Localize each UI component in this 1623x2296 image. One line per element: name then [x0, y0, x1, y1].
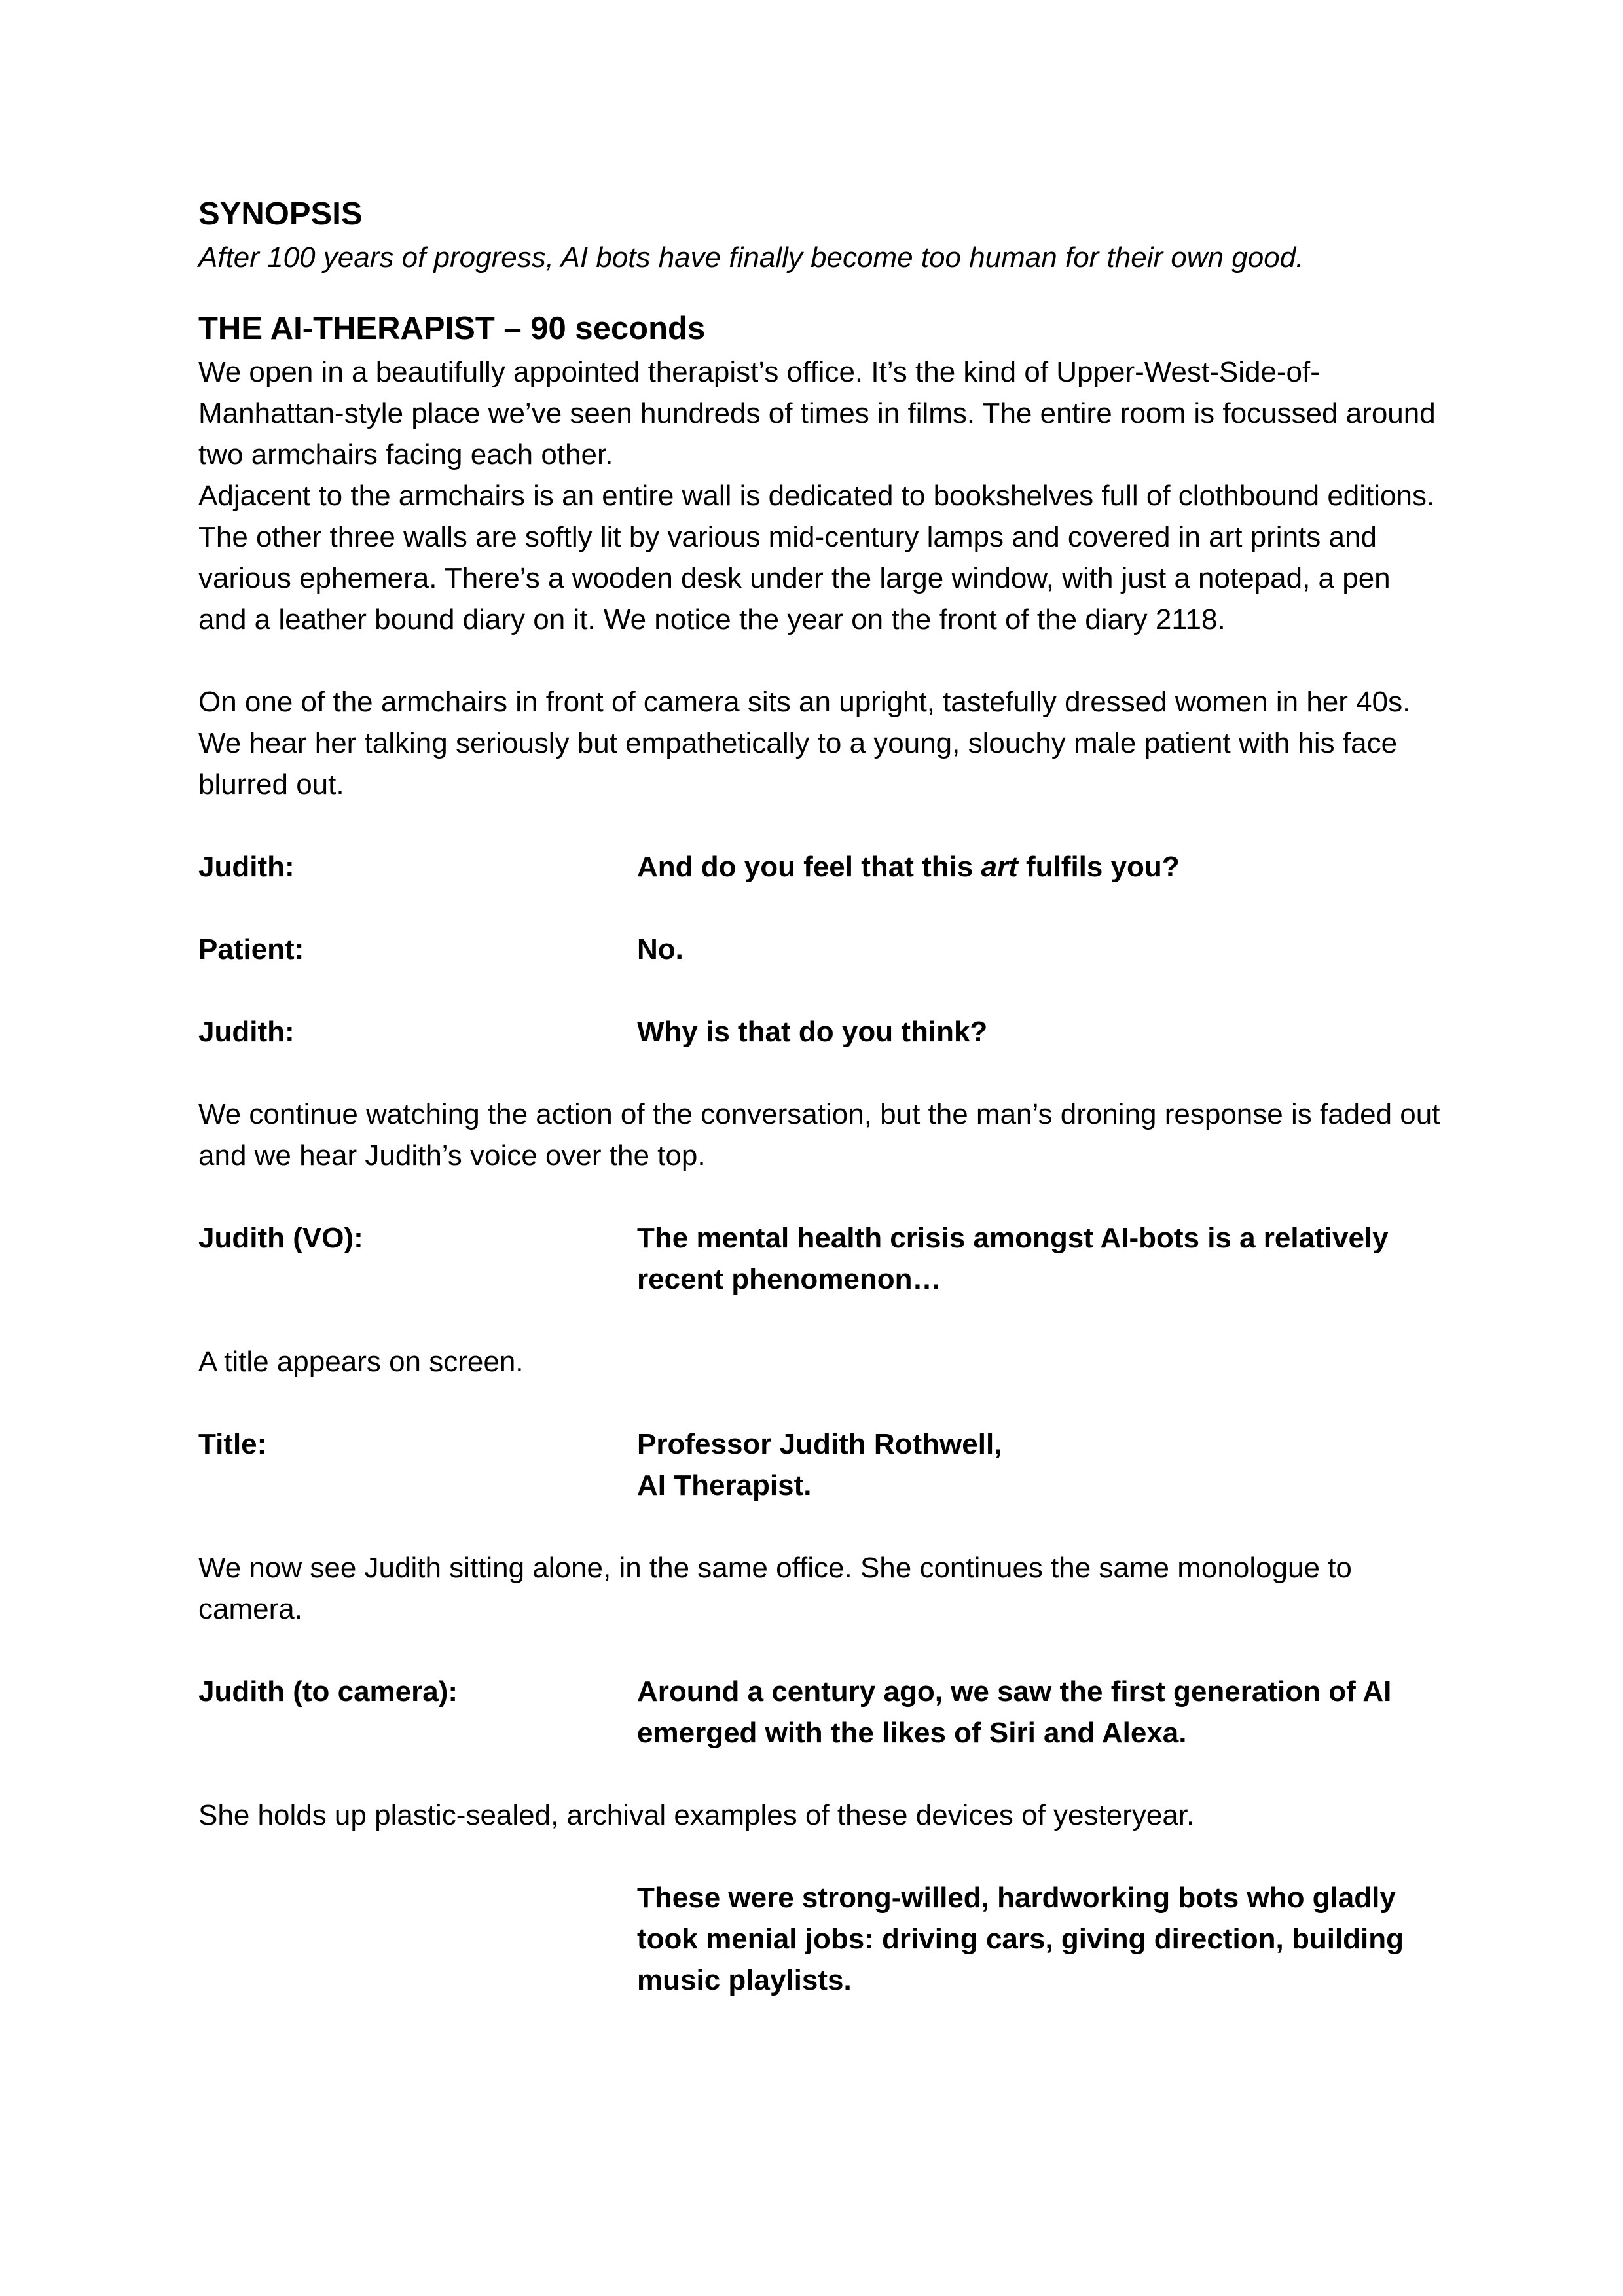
- dialogue-line: [637, 846, 1442, 888]
- dialogue-row: [198, 1877, 1442, 2001]
- dialogue-row: [198, 929, 1442, 970]
- dialogue-line: Why is that do you think?: [637, 1016, 988, 1048]
- dialogue-row: [198, 846, 1442, 888]
- dialogue-line: These were strong-willed, hardworking bots who gladly took menial jobs: driving cars, giving direction, building music playlists.: [637, 1882, 1404, 1996]
- dialogue-row: [198, 1217, 1442, 1300]
- dialogue-line: [637, 1424, 1442, 1506]
- speaker-name: [198, 1877, 637, 2001]
- synopsis-text: After 100 years of progress, AI bots have finally become too human for their own good.: [198, 242, 1304, 274]
- synopsis-heading: SYNOPSIS: [198, 196, 363, 232]
- dialogue-line: The mental health crisis amongst AI-bots is a relatively recent phenomenon…: [637, 1222, 1389, 1295]
- dialogue-line: No.: [637, 933, 684, 965]
- scene-paragraph-2: Adjacent to the armchairs is an entire wall is dedicated to bookshelves full of clothbound editions. The other three walls are softly lit by various mid-century lamps and covered in art prints and various ephemera. There’s a wooden desk under the large window, with just a notepad, a pen and a leather bound diary on it. We notice the year on the front of the diary 2118.: [198, 480, 1435, 636]
- action-paragraph: She holds up plastic-sealed, archival examples of these devices of yesteryear.: [198, 1799, 1195, 1831]
- speaker-name: Judith (VO):: [198, 1222, 363, 1254]
- title-name-line: Professor Judith Rothwell,: [637, 1428, 1002, 1460]
- scene-paragraph-3: On one of the armchairs in front of camera sits an upright, tastefully dressed women in her 40s. We hear her talking seriously but empathetically to a young, slouchy male patient with his face blurred out.: [198, 686, 1411, 800]
- dialogue-text-after: fulfils you?: [1017, 851, 1180, 883]
- speaker-name: Judith:: [198, 851, 295, 883]
- dialogue-line: Around a century ago, we saw the first generation of AI emerged with the likes of Siri and Alexa.: [637, 1676, 1392, 1749]
- speaker-name: Judith:: [198, 1016, 295, 1048]
- speaker-name: Patient:: [198, 933, 304, 965]
- action-paragraph: A title appears on screen.: [198, 1346, 524, 1378]
- action-paragraph: We continue watching the action of the conversation, but the man’s droning response is faded out and we hear Judith’s voice over the top.: [198, 1098, 1440, 1172]
- dialogue-row: [198, 1671, 1442, 1753]
- title-role-line: AI Therapist.: [637, 1469, 812, 1501]
- script-page: [198, 191, 1442, 2001]
- dialogue-text-emphasis: art: [981, 851, 1018, 883]
- action-paragraph: We now see Judith sitting alone, in the same office. She continues the same monologue to camera.: [198, 1552, 1352, 1625]
- speaker-name: Title:: [198, 1428, 267, 1460]
- speaker-name: Judith (to camera):: [198, 1676, 458, 1708]
- dialogue-row: [198, 1424, 1442, 1506]
- scene-paragraph-1: We open in a beautifully appointed therapist’s office. It’s the kind of Upper-West-Side-of-Manhattan-style place we’ve seen hundreds of times in films. The entire room is focussed around two armchairs facing each other.: [198, 356, 1436, 471]
- dialogue-row: [198, 1011, 1442, 1052]
- scene-heading: THE AI-THERAPIST – 90 seconds: [198, 311, 706, 346]
- dialogue-text-before: And do you feel that this: [637, 851, 981, 883]
